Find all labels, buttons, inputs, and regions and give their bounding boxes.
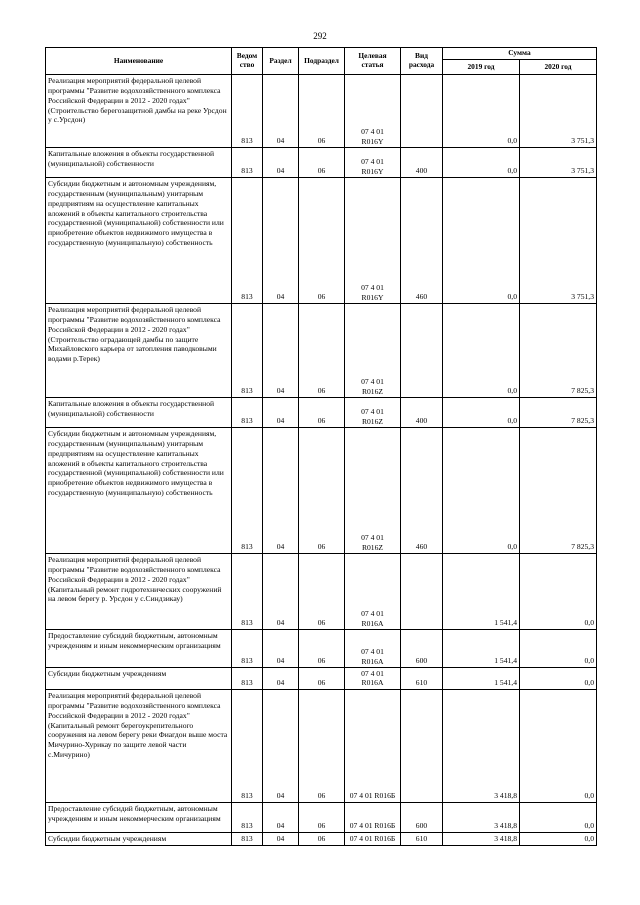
row-vr: 400: [401, 398, 443, 428]
row-name: Субсидии бюджетным учреждениям: [46, 668, 232, 690]
table-row: [46, 75, 597, 148]
row-cs-line1: 07 4 01 R016Б: [349, 791, 396, 801]
row-name: Реализация мероприятий федеральной целевой программы "Развитие водохозяйственного комплекса Российской Федерации в 2012 - 2020 годах" (Капитальный ремонт гидротехнических сооружений на левом берегу р. Урсдон у с.Синдзикау): [46, 554, 232, 630]
row-name: Субсидии бюджетным и автономным учреждениям, государственным (муниципальным) унитарным предприятиям на осуществление капитальных вложений в объекты капитального строительства государственной (муниципальной) собственности или приобретение объектов недвижимого имущества в государственную (муниципальную) собственность: [46, 178, 232, 304]
row-razdel: 04: [263, 554, 299, 630]
row-cs: [345, 178, 401, 304]
row-2020: 7 825,3: [520, 428, 597, 554]
row-2020: 0,0: [520, 668, 597, 690]
row-ved: 813: [232, 304, 263, 398]
row-2019: 0,0: [443, 398, 520, 428]
row-cs-line1: 07 4 01: [361, 669, 384, 678]
row-2019: 0,0: [443, 178, 520, 304]
row-cs: [345, 428, 401, 554]
row-vr: 600: [401, 630, 443, 668]
header-ved: Ведом ство: [232, 48, 263, 75]
row-2020: 7 825,3: [520, 398, 597, 428]
table-row: [46, 428, 597, 554]
row-cs: [345, 689, 401, 802]
row-podrazdel: 06: [299, 75, 345, 148]
row-podrazdel: 06: [299, 689, 345, 802]
row-cs: [345, 304, 401, 398]
row-vr: 460: [401, 178, 443, 304]
row-name: Капитальные вложения в объекты государственной (муниципальной) собственности: [46, 398, 232, 428]
row-razdel: 04: [263, 148, 299, 178]
row-ved: 813: [232, 832, 263, 845]
row-2019: 0,0: [443, 304, 520, 398]
row-razdel: 04: [263, 398, 299, 428]
row-cs-line1: 07 4 01 R016Б: [349, 821, 396, 831]
row-2019: 3 418,8: [443, 689, 520, 802]
row-cs-line2: R016Z: [361, 542, 384, 552]
table-row: [46, 554, 597, 630]
row-ved: 813: [232, 398, 263, 428]
row-2020: 0,0: [520, 802, 597, 832]
table-row: [46, 832, 597, 845]
row-ved: 813: [232, 630, 263, 668]
row-cs: [345, 554, 401, 630]
row-razdel: 04: [263, 630, 299, 668]
row-vr: [401, 75, 443, 148]
row-podrazdel: 06: [299, 554, 345, 630]
row-2020: 7 825,3: [520, 304, 597, 398]
row-ved: 813: [232, 802, 263, 832]
row-podrazdel: 06: [299, 304, 345, 398]
row-name: Субсидии бюджетным учреждениям: [46, 832, 232, 845]
row-razdel: 04: [263, 178, 299, 304]
row-2019: 3 418,8: [443, 832, 520, 845]
row-name: Предоставление субсидий бюджетным, автономным учреждениям и иным некоммерческим организациям: [46, 630, 232, 668]
row-razdel: 04: [263, 75, 299, 148]
table-row: [46, 668, 597, 690]
row-cs-line2: R016Z: [361, 416, 384, 426]
table-row: [46, 148, 597, 178]
row-vr: 460: [401, 428, 443, 554]
row-vr: 400: [401, 148, 443, 178]
header-2019: 2019 год: [443, 60, 520, 75]
row-ved: 813: [232, 689, 263, 802]
row-2019: 1 541,4: [443, 630, 520, 668]
row-cs-line1: 07 4 01: [361, 647, 384, 657]
row-2019: 1 541,4: [443, 668, 520, 690]
row-name: Капитальные вложения в объекты государственной (муниципальной) собственности: [46, 148, 232, 178]
row-vr: [401, 689, 443, 802]
row-2020: 0,0: [520, 554, 597, 630]
row-2019: 0,0: [443, 428, 520, 554]
row-podrazdel: 06: [299, 428, 345, 554]
row-razdel: 04: [263, 689, 299, 802]
row-cs-line1: 07 4 01: [361, 533, 384, 543]
row-razdel: 04: [263, 802, 299, 832]
row-cs-line1: 07 4 01: [361, 283, 384, 293]
header-razdel: Раздел: [263, 48, 299, 75]
row-podrazdel: 06: [299, 178, 345, 304]
row-cs-line2: R016Y: [361, 136, 384, 146]
row-name: Реализация мероприятий федеральной целевой программы "Развитие водохозяйственного комплекса Российской Федерации в 2012 - 2020 годах" (Строительство берегозащитной дамбы на реке Урсдон у с.Урсдон): [46, 75, 232, 148]
row-razdel: 04: [263, 832, 299, 845]
row-cs-line2: R016A: [361, 618, 384, 628]
row-name: Реализация мероприятий федеральной целевой программы "Развитие водохозяйственного комплекса Российской Федерации в 2012 - 2020 годах" (Капитальный ремонт берегоукрепительного сооружения на левом берегу реки Фиагдон выше моста Мичурино-Хурикау по защите левой части с.Мичурино): [46, 689, 232, 802]
table-row: [46, 178, 597, 304]
table-row: [46, 398, 597, 428]
row-razdel: 04: [263, 668, 299, 690]
table-row: [46, 304, 597, 398]
row-podrazdel: 06: [299, 398, 345, 428]
row-2020: 3 751,3: [520, 178, 597, 304]
header-summa: Сумма: [443, 48, 597, 60]
row-vr: 610: [401, 668, 443, 690]
row-2020: 0,0: [520, 832, 597, 845]
row-podrazdel: 06: [299, 630, 345, 668]
row-2020: 3 751,3: [520, 148, 597, 178]
header-name: Наименование: [46, 48, 232, 75]
table-row: [46, 689, 597, 802]
table-row: [46, 630, 597, 668]
row-name: Предоставление субсидий бюджетным, автономным учреждениям и иным некоммерческим организациям: [46, 802, 232, 832]
row-podrazdel: 06: [299, 668, 345, 690]
row-vr: 610: [401, 832, 443, 845]
row-name: Субсидии бюджетным и автономным учреждениям, государственным (муниципальным) унитарным предприятиям на осуществление капитальных вложений в объекты капитального строительства государственной (муниципальной) собственности или приобретение объектов недвижимого имущества в государственную (муниципальную) собственность: [46, 428, 232, 554]
row-2019: 0,0: [443, 75, 520, 148]
row-cs-line1: 07 4 01: [361, 157, 384, 167]
row-cs-line1: 07 4 01: [361, 377, 384, 387]
row-cs: [345, 832, 401, 845]
page-number: 292: [313, 31, 327, 41]
row-2020: 0,0: [520, 630, 597, 668]
row-cs-line1: 07 4 01: [361, 609, 384, 619]
row-cs-line2: R016Z: [361, 386, 384, 396]
row-2019: 3 418,8: [443, 802, 520, 832]
row-vr: 600: [401, 802, 443, 832]
row-cs-line2: R016Y: [361, 292, 384, 302]
row-2020: 3 751,3: [520, 75, 597, 148]
row-cs: [345, 630, 401, 668]
row-vr: [401, 304, 443, 398]
row-cs: [345, 668, 401, 690]
row-cs: [345, 75, 401, 148]
row-cs-line1: 07 4 01: [361, 127, 384, 137]
row-podrazdel: 06: [299, 802, 345, 832]
header-podrazdel: Подраздел: [299, 48, 345, 75]
row-ved: 813: [232, 178, 263, 304]
budget-table: [45, 47, 597, 846]
row-2020: 0,0: [520, 689, 597, 802]
row-cs-line1: 07 4 01 R016Б: [349, 834, 396, 844]
row-name: Реализация мероприятий федеральной целевой программы "Развитие водохозяйственного комплекса Российской Федерации в 2012 - 2020 годах" (Строительство оградающей дамбы по защите Михайловского карьера от затопления паводковыми водами р.Терек): [46, 304, 232, 398]
table-row: [46, 802, 597, 832]
header-2020: 2020 год: [520, 60, 597, 75]
row-ved: 813: [232, 75, 263, 148]
header-vr: Вид расхода: [401, 48, 443, 75]
row-cs: [345, 802, 401, 832]
row-vr: [401, 554, 443, 630]
row-razdel: 04: [263, 428, 299, 554]
row-ved: 813: [232, 428, 263, 554]
row-ved: 813: [232, 148, 263, 178]
row-cs-line2: R016A: [361, 678, 384, 688]
row-cs: [345, 148, 401, 178]
table-body: [46, 75, 597, 846]
row-ved: 813: [232, 554, 263, 630]
row-cs-line2: R016Y: [361, 166, 384, 176]
row-2019: 1 541,4: [443, 554, 520, 630]
row-podrazdel: 06: [299, 148, 345, 178]
row-cs: [345, 398, 401, 428]
row-ved: 813: [232, 668, 263, 690]
row-cs-line2: R016A: [361, 656, 384, 666]
row-podrazdel: 06: [299, 832, 345, 845]
header-cs: Целевая статья: [345, 48, 401, 75]
row-razdel: 04: [263, 304, 299, 398]
row-2019: 0,0: [443, 148, 520, 178]
row-cs-line1: 07 4 01: [361, 407, 384, 417]
